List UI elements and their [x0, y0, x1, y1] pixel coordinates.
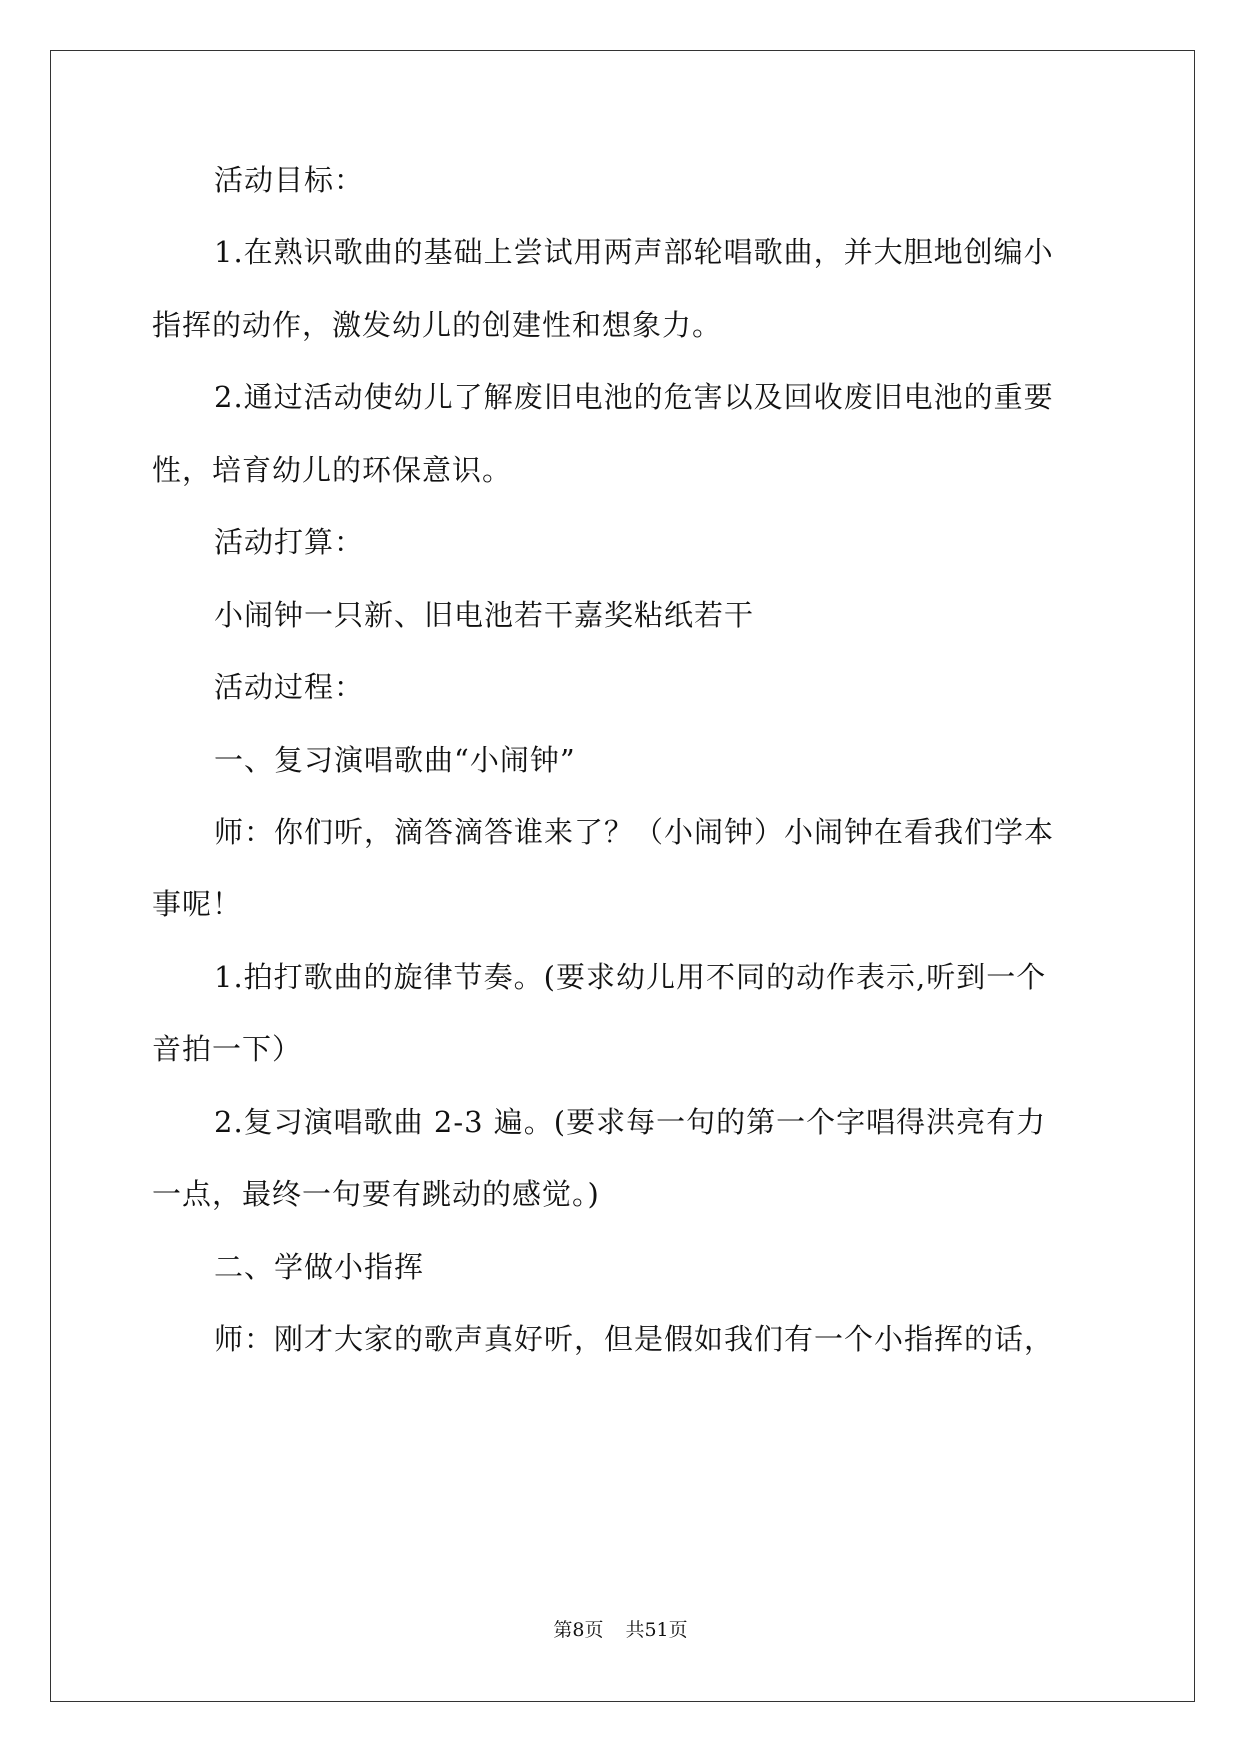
page-number: 第8页 — [553, 1619, 604, 1641]
paragraph-line: 2.复习演唱歌曲 2-3 遍。(要求每一句的第一个字唱得洪亮有力 — [214, 1105, 1047, 1139]
paragraph-line: 一点，最终一句要有跳动的感觉。) — [152, 1177, 600, 1211]
paragraph-line: 1.拍打歌曲的旋律节奏。(要求幼儿用不同的动作表示,听到一个 — [214, 960, 1047, 994]
paragraph-line: 2.通过活动使幼儿了解废旧电池的危害以及回收废旧电池的重要 — [214, 380, 1054, 414]
paragraph-line: 性，培育幼儿的环保意识。 — [152, 453, 513, 487]
heading-activity-process: 活动过程： — [214, 670, 365, 704]
paragraph-line: 师：刚才大家的歌声真好听，但是假如我们有一个小指挥的话， — [214, 1322, 1055, 1356]
paragraph-line: 1.在熟识歌曲的基础上尝试用两声部轮唱歌曲，并大胆地创编小 — [214, 235, 1054, 269]
paragraph-line: 小闹钟一只新、旧电池若干嘉奖粘纸若干 — [214, 598, 755, 632]
page-border — [50, 50, 1195, 1702]
paragraph-line: 指挥的动作，激发幼儿的创建性和想象力。 — [152, 308, 723, 342]
page-total: 共51页 — [625, 1619, 688, 1641]
heading-activity-goals: 活动目标： — [214, 163, 365, 197]
paragraph-line: 事呢！ — [152, 887, 243, 921]
paragraph-line: 音拍一下） — [152, 1032, 303, 1066]
section-heading: 一、复习演唱歌曲“小闹钟” — [214, 743, 576, 777]
heading-activity-preparation: 活动打算： — [214, 525, 365, 559]
section-heading: 二、学做小指挥 — [214, 1250, 425, 1284]
paragraph-line: 师：你们听，滴答滴答谁来了？（小闹钟）小闹钟在看我们学本 — [214, 815, 1055, 849]
page-footer — [0, 1618, 1241, 1642]
